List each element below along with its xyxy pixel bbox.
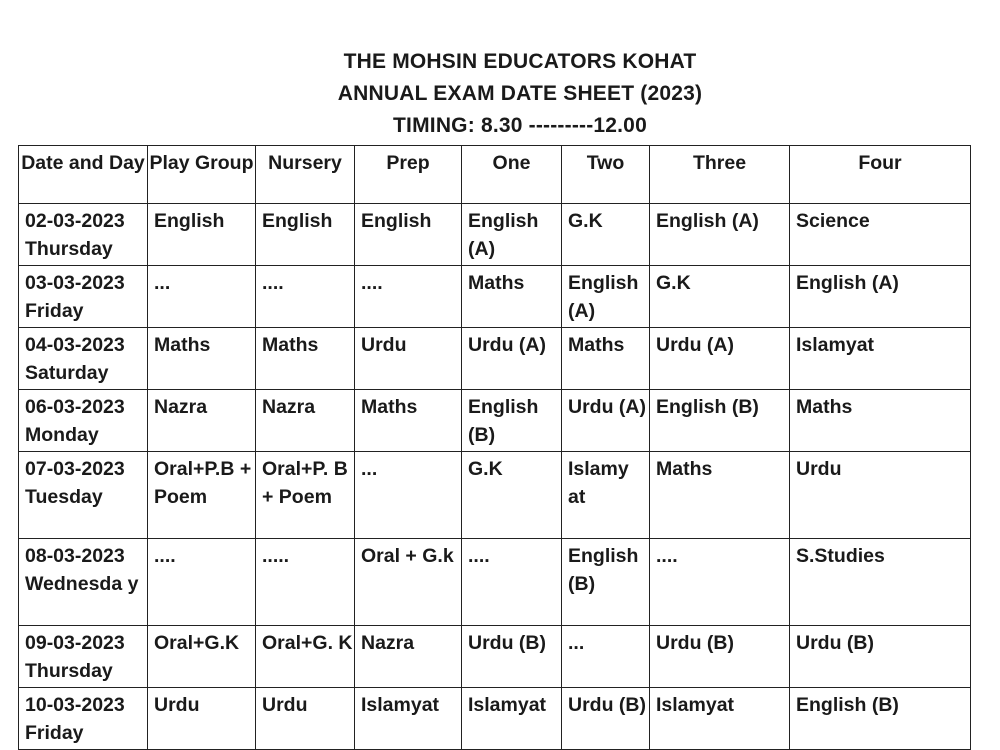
table-cell: Maths [562,328,650,390]
school-title: THE MOHSIN EDUCATORS KOHAT [343,50,697,73]
table-cell: Islamyat [462,688,562,750]
date-cell: 07-03-2023 Tuesday [19,452,148,539]
table-cell: Urdu [355,328,462,390]
date-cell: 10-03-2023 Friday [19,688,148,750]
table-cell: Urdu (B) [562,688,650,750]
column-header-prep: Prep [355,146,462,204]
table-cell: .... [256,266,355,328]
table-cell: Oral + G.k [355,539,462,626]
column-header-one: One [462,146,562,204]
table-row [19,204,971,266]
table-cell: Maths [790,390,971,452]
table-cell: Urdu (B) [462,626,562,688]
table-cell: Urdu [790,452,971,539]
date-cell: 08-03-2023 Wednesda y [19,539,148,626]
table-row [19,266,971,328]
table-cell: .... [462,539,562,626]
table-cell: ... [562,626,650,688]
table-cell: Urdu (A) [562,390,650,452]
column-header-nursery: Nursery [256,146,355,204]
table-cell: Islamyat [355,688,462,750]
table-cell: ... [148,266,256,328]
table-cell: Islamy at [562,452,650,539]
table-cell: Urdu (A) [650,328,790,390]
table-cell: Urdu (B) [790,626,971,688]
table-cell: Maths [462,266,562,328]
date-cell: 04-03-2023 Saturday [19,328,148,390]
table-cell: English (A) [562,266,650,328]
table-cell: Urdu [148,688,256,750]
table-cell: English (B) [462,390,562,452]
table-cell: S.Studies [790,539,971,626]
table-cell: .... [148,539,256,626]
table-cell: Oral+P.B + Poem [148,452,256,539]
table-cell: Islamyat [650,688,790,750]
table-row [19,390,971,452]
column-header-three: Three [650,146,790,204]
table-cell: English (A) [462,204,562,266]
table-cell: English [148,204,256,266]
date-cell: 06-03-2023 Monday [19,390,148,452]
table-header-row [19,146,971,204]
table-cell: .... [355,266,462,328]
table-cell: English (B) [790,688,971,750]
table-row [19,539,971,626]
table-cell: Urdu [256,688,355,750]
date-cell: 09-03-2023 Thursday [19,626,148,688]
table-cell: Maths [355,390,462,452]
table-cell: Islamyat [790,328,971,390]
table-cell: Science [790,204,971,266]
exam-timing: TIMING: 8.30 ---------12.00 [393,114,647,137]
table-cell: English [256,204,355,266]
table-cell: ... [355,452,462,539]
table-row [19,626,971,688]
table-cell: Urdu (A) [462,328,562,390]
table-row [19,452,971,539]
table-cell: English [355,204,462,266]
table-cell: Nazra [256,390,355,452]
table-cell: .... [650,539,790,626]
table-cell: English (A) [650,204,790,266]
table-cell: G.K [462,452,562,539]
table-cell: ..... [256,539,355,626]
table-row [19,688,971,750]
table-cell: Nazra [355,626,462,688]
table-cell: Urdu (B) [650,626,790,688]
column-header-date: Date and Day [19,146,148,204]
sheet-subtitle: ANNUAL EXAM DATE SHEET (2023) [337,82,703,105]
table-cell: Oral+P. B + Poem [256,452,355,539]
table-cell: English (B) [562,539,650,626]
table-cell: G.K [650,266,790,328]
table-cell: G.K [562,204,650,266]
table-cell: Maths [256,328,355,390]
column-header-two: Two [562,146,650,204]
table-cell: Oral+G. K [256,626,355,688]
date-cell: 03-03-2023 Friday [19,266,148,328]
table-cell: English (B) [650,390,790,452]
document-header [0,46,1000,142]
table-cell: Maths [148,328,256,390]
table-cell: Oral+G.K [148,626,256,688]
column-header-play-group: Play Group [148,146,256,204]
table-row [19,328,971,390]
table-cell: Maths [650,452,790,539]
table-cell: English (A) [790,266,971,328]
column-header-four: Four [790,146,971,204]
table-cell: Nazra [148,390,256,452]
date-sheet-table [18,145,971,750]
date-cell: 02-03-2023 Thursday [19,204,148,266]
